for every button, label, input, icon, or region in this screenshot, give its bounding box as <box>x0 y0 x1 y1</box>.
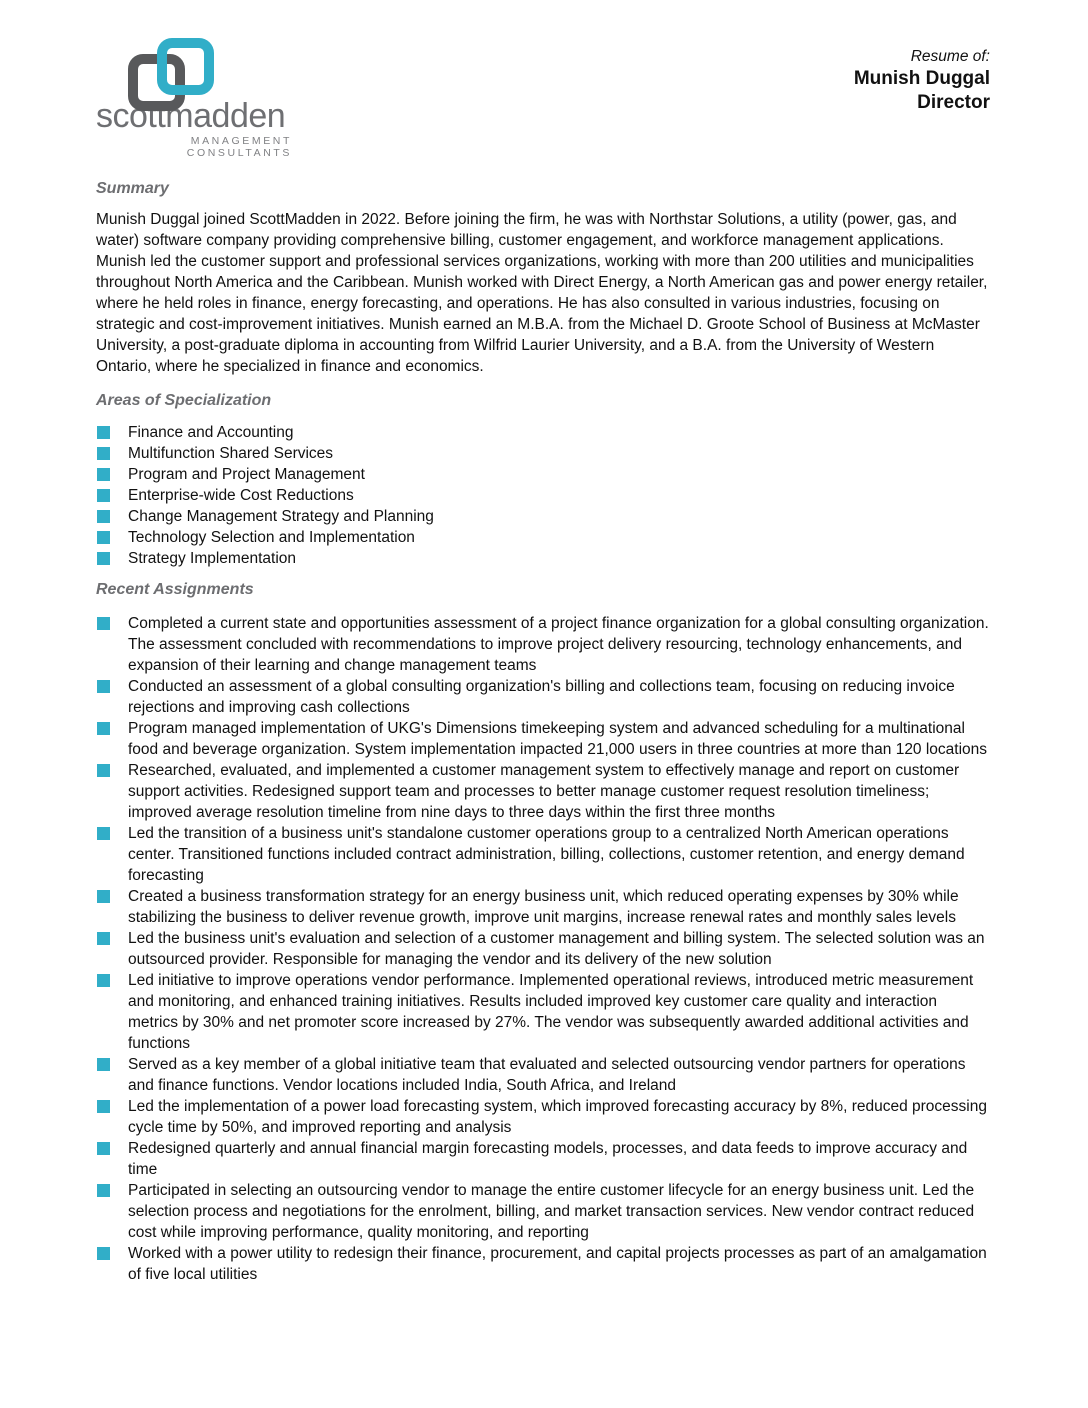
bullet-square-icon <box>97 468 110 481</box>
assignment-list-item <box>96 718 990 760</box>
areas-list-item-text: Multifunction Shared Services <box>128 445 334 462</box>
assignment-list-item <box>96 970 990 1054</box>
assignment-list-item <box>96 1096 990 1138</box>
bullet-square-icon <box>97 680 110 693</box>
summary-heading: Summary <box>96 180 169 197</box>
bullet-square-icon <box>97 1184 110 1197</box>
areas-heading: Areas of Specialization <box>96 392 272 409</box>
bullet-square-icon <box>97 510 110 523</box>
assignment-list-item <box>96 928 990 970</box>
logo-ring-teal-icon <box>157 38 214 95</box>
section-areas-of-specialization <box>96 391 990 569</box>
assignment-list-item <box>96 1138 990 1180</box>
areas-list-item <box>96 485 990 506</box>
bullet-square-icon <box>97 1142 110 1155</box>
areas-list <box>96 422 990 569</box>
bullet-square-icon <box>97 1100 110 1113</box>
bullet-square-icon <box>97 974 110 987</box>
areas-list-item <box>96 548 990 569</box>
resume-header <box>854 46 990 115</box>
assignment-list-item <box>96 1180 990 1243</box>
assignment-list-item-text: Led the business unit's evaluation and selection of a customer management and billing system. The selected solution was an outsourced provider. Responsible for managing the vendor and its delivery of the new solution <box>128 930 985 968</box>
bullet-square-icon <box>97 764 110 777</box>
areas-list-item <box>96 527 990 548</box>
bullet-square-icon <box>97 489 110 502</box>
bullet-square-icon <box>97 552 110 565</box>
person-title: Director <box>917 92 990 113</box>
bullet-square-icon <box>97 827 110 840</box>
recent-heading: Recent Assignments <box>96 581 254 598</box>
areas-list-item <box>96 443 990 464</box>
assignment-list-item <box>96 823 990 886</box>
assignment-list-item-text: Conducted an assessment of a global consulting organization's billing and collections team, focusing on reducing invoice rejections and improving cash collections <box>128 678 955 716</box>
bullet-square-icon <box>97 1247 110 1260</box>
assignment-list-item-text: Worked with a power utility to redesign their finance, procurement, and capital projects processes as part of an amalgamation of five local utilities <box>128 1245 987 1283</box>
page-header <box>96 40 990 158</box>
bullet-square-icon <box>97 426 110 439</box>
assignment-list-item <box>96 886 990 928</box>
assignment-list-item-text: Completed a current state and opportunities assessment of a project finance organization for a global consulting organization. The assessment concluded with recommendations to improve project delivery resourcing, technology enhancements, and expansion of their learning and change management teams <box>128 615 989 674</box>
assignment-list-item <box>96 1054 990 1096</box>
summary-paragraph: Munish Duggal joined ScottMadden in 2022. Before joining the firm, he was with Northstar Solutions, a utility (power, gas, and water) software company providing comprehensive billing, customer engagement, and workforce management applications. Munish led the customer support and professional services organizations, working with more than 200 utilities and municipalities throughout North America and the Caribbean. Munish worked with Direct Energy, a North American gas and power energy retailer, where he held roles in finance, energy forecasting, and operations. He has also consulted in various industries, focusing on strategic and cost-improvement initiatives. Munish earned an M.B.A. from the Michael D. Groote School of Business at McMaster University, a post-graduate diploma in accounting from Wilfrid Laurier University, and a B.A. from the University of Western Ontario, where he specialized in finance and economics. <box>96 211 988 375</box>
areas-list-item <box>96 506 990 527</box>
assignment-list-item-text: Led initiative to improve operations vendor performance. Implemented operational reviews, introduced metric measurement and monitoring, and enhanced training initiatives. Results included improved key customer care quality and interaction metrics by 30% and net promoter score increased by 27%. The vendor was subsequently awarded additional activities and functions <box>128 972 974 1052</box>
assignment-list-item-text: Researched, evaluated, and implemented a customer management system to effectively manage and report on customer support activities. Redesigned support team and processes to better manage customer request resolution timeliness; improved average resolution timeline from nine days to three days within the first three months <box>128 762 960 821</box>
bullet-square-icon <box>97 1058 110 1071</box>
areas-list-item <box>96 422 990 443</box>
bullet-square-icon <box>97 447 110 460</box>
resume-of-label: Resume of: <box>910 48 990 65</box>
assignment-list-item-text: Led the implementation of a power load forecasting system, which improved forecasting accuracy by 8%, reduced processing cycle time by 50%, and improved reporting and analysis <box>128 1098 987 1136</box>
areas-list-item-text: Enterprise-wide Cost Reductions <box>128 487 354 504</box>
areas-list-item <box>96 464 990 485</box>
assignments-list <box>96 613 990 1285</box>
assignment-list-item-text: Program managed implementation of UKG's Dimensions timekeeping system and advanced scheduling for a multinational food and beverage organization. System implementation impacted 21,000 users in three countries at more than 120 locations <box>128 720 988 758</box>
areas-list-item-text: Technology Selection and Implementation <box>128 529 415 546</box>
areas-list-item-text: Program and Project Management <box>128 466 365 483</box>
section-recent-assignments <box>96 580 990 1285</box>
assignment-list-item <box>96 1243 990 1285</box>
scottmadden-logo <box>96 40 326 159</box>
assignment-list-item <box>96 613 990 676</box>
bullet-square-icon <box>97 722 110 735</box>
areas-list-item-text: Strategy Implementation <box>128 550 297 567</box>
person-name: Munish Duggal <box>853 68 990 89</box>
assignment-list-item-text: Redesigned quarterly and annual financial margin forecasting models, processes, and data feeds to improve accuracy and time <box>128 1140 968 1178</box>
assignment-list-item-text: Served as a key member of a global initiative team that evaluated and selected outsourcing vendor partners for operations and finance functions. Vendor locations included India, South Africa, and Ireland <box>128 1056 966 1094</box>
assignment-list-item-text: Led the transition of a business unit's standalone customer operations group to a centralized North American operations center. Transitioned functions included contract administration, billing, collections, customer retention, and energy demand forecasting <box>128 825 965 884</box>
assignment-list-item <box>96 760 990 823</box>
bullet-square-icon <box>97 531 110 544</box>
assignment-list-item-text: Created a business transformation strategy for an energy business unit, which reduced operating expenses by 30% while stabilizing the business to deliver revenue growth, improve unit margins, increase renewal rates and monthly sales levels <box>128 888 959 926</box>
assignment-list-item-text: Participated in selecting an outsourcing vendor to manage the entire customer lifecycle for an energy business unit. Led the selection process and negotiations for the enrolment, billing, and market transaction services. New vendor contract reduced cost while improving performance, quality monitoring, and reporting <box>128 1182 975 1241</box>
areas-list-item-text: Finance and Accounting <box>128 424 294 441</box>
scottmadden-logo-icon <box>128 40 248 98</box>
areas-list-item-text: Change Management Strategy and Planning <box>128 508 434 525</box>
bullet-square-icon <box>97 890 110 903</box>
bullet-square-icon <box>97 617 110 630</box>
assignment-list-item <box>96 676 990 718</box>
section-summary <box>96 179 990 377</box>
bullet-square-icon <box>97 932 110 945</box>
logo-tagline: MANAGEMENT CONSULTANTS <box>186 135 292 159</box>
logo-wordmark: scottmadden <box>96 97 286 135</box>
